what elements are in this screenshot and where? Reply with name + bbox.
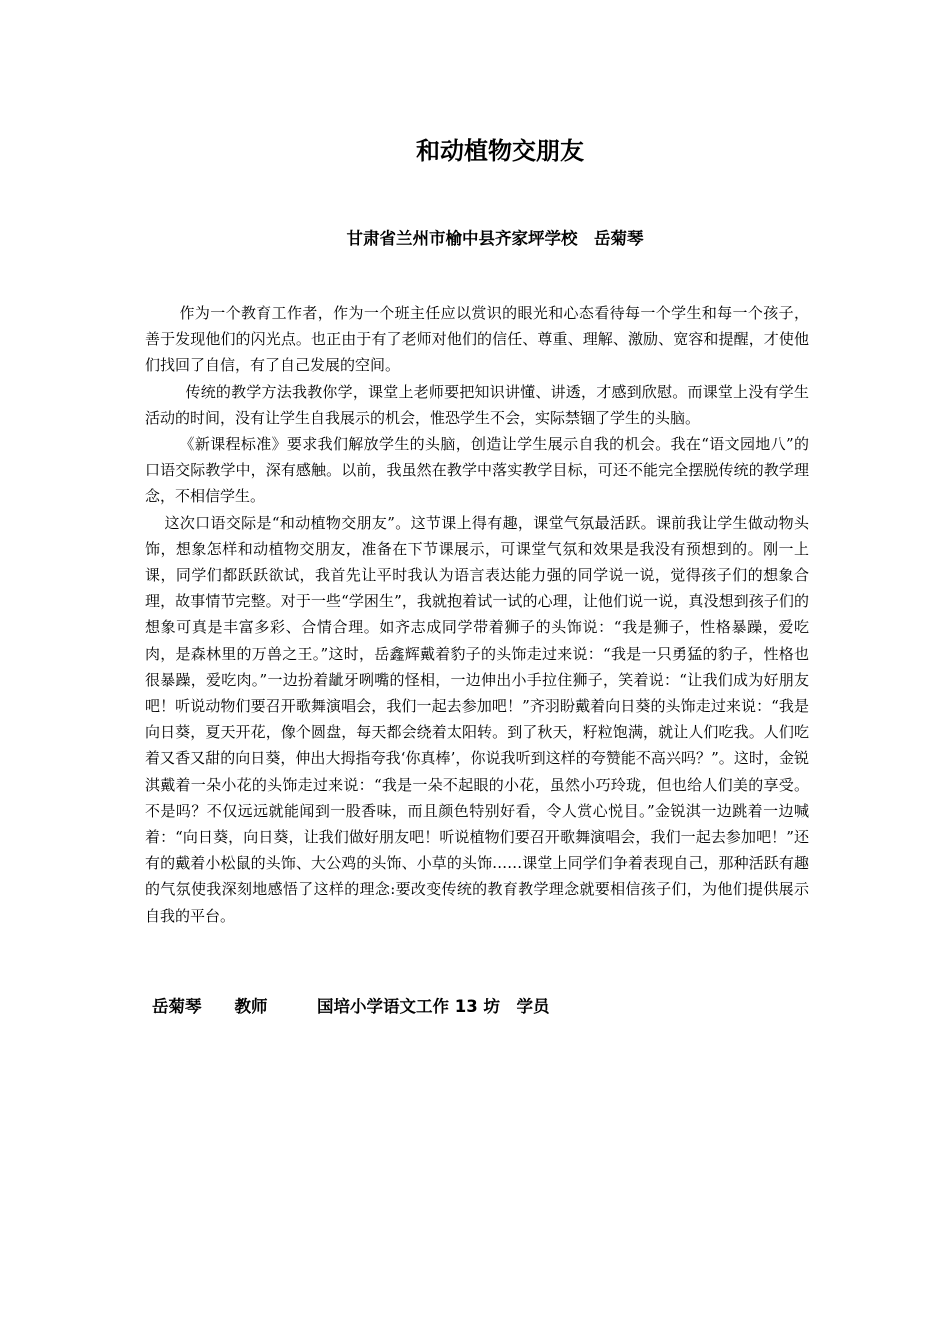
document-body [145, 300, 809, 929]
paragraph-1: 作为一个教育工作者，作为一个班主任应以赏识的眼光和心态看待每一个学生和每一个孩子，善于发现他们的闪光点。也正由于有了老师对他们的信任、尊重、理解、激励、宽容和提醒，才使他们找回了自信，有了自己发展的空间。 [145, 304, 809, 375]
author-byline: 甘肃省兰州市榆中县齐家坪学校 岳菊琴 [346, 229, 644, 248]
paragraph-4: 这次口语交际是“和动植物交朋友”。这节课上得有趣，课堂气氛最活跃。课前我让学生做动物头饰，想象怎样和动植物交朋友，准备在下节课展示，可课堂气氛和效果是我没有预想到的。刚一上课，同学们都跃跃欲试，我首先让平时我认为语言表达能力强的同学说一说，觉得孩子们的想象合理，故事情节完整。对于一些“学困生”，我就抱着试一试的心理，让他们说一说，真没想到孩子们的想象可真是丰富多彩、合情合理。如齐志成同学带着狮子的头饰说：“我是狮子，性格暴躁，爱吃肉，是森林里的万兽之王。”这时，岳鑫辉戴着豹子的头饰走过来说：“我是一只勇猛的豹子，性格也很暴躁，爱吃肉。”一边扮着龇牙咧嘴的怪相，一边伸出小手拉住狮子，笑着说：“让我们成为好朋友吧！听说动物们要召开歌舞演唱会，我们一起去参加吧！”齐羽盼戴着向日葵的头饰走过来说：“我是向日葵，夏天开花，像个圆盘，每天都会绕着太阳转。到了秋天，籽粒饱满，就让人们吃我。人们吃着又香又甜的向日葵，伸出大拇指夸我‘你真棒’，你说我听到这样的夸赞能不高兴吗？”。这时，金锐淇戴着一朵小花的头饰走过来说：“我是一朵不起眼的小花，虽然小巧玲珑，但也给人们美的享受。不是吗？不仅远远就能闻到一股香味，而且颜色特别好看，令人赏心悦目。”金锐淇一边跳着一边喊着：“向日葵，向日葵，让我们做好朋友吧！听说植物们要召开歌舞演唱会，我们一起去参加吧！”还有的戴着小松鼠的头饰、大公鸡的头饰、小草的头饰……课堂上同学们争着表现自己，那种活跃有趣的气氛使我深刻地感悟了这样的理念:要改变传统的教育教学理念就要相信孩子们，为他们提供展示自我的平台。 [145, 513, 809, 925]
author-signature: 岳菊琴 教师 国培小学语文工作 13 坊 学员 [152, 997, 550, 1016]
paragraph-3: 《新课程标准》要求我们解放学生的头脑，创造让学生展示自我的机会。我在“语文园地八”的口语交际教学中，深有感触。以前，我虽然在教学中落实教学目标，可还不能完全摆脱传统的教学理念，不相信学生。 [145, 435, 809, 506]
document-title: 和动植物交朋友 [416, 137, 584, 165]
paragraph-2: 传统的教学方法我教你学，课堂上老师要把知识讲懂、讲透，才感到欣慰。而课堂上没有学生活动的时间，没有让学生自我展示的机会，惟恐学生不会，实际禁锢了学生的头脑。 [145, 382, 809, 427]
